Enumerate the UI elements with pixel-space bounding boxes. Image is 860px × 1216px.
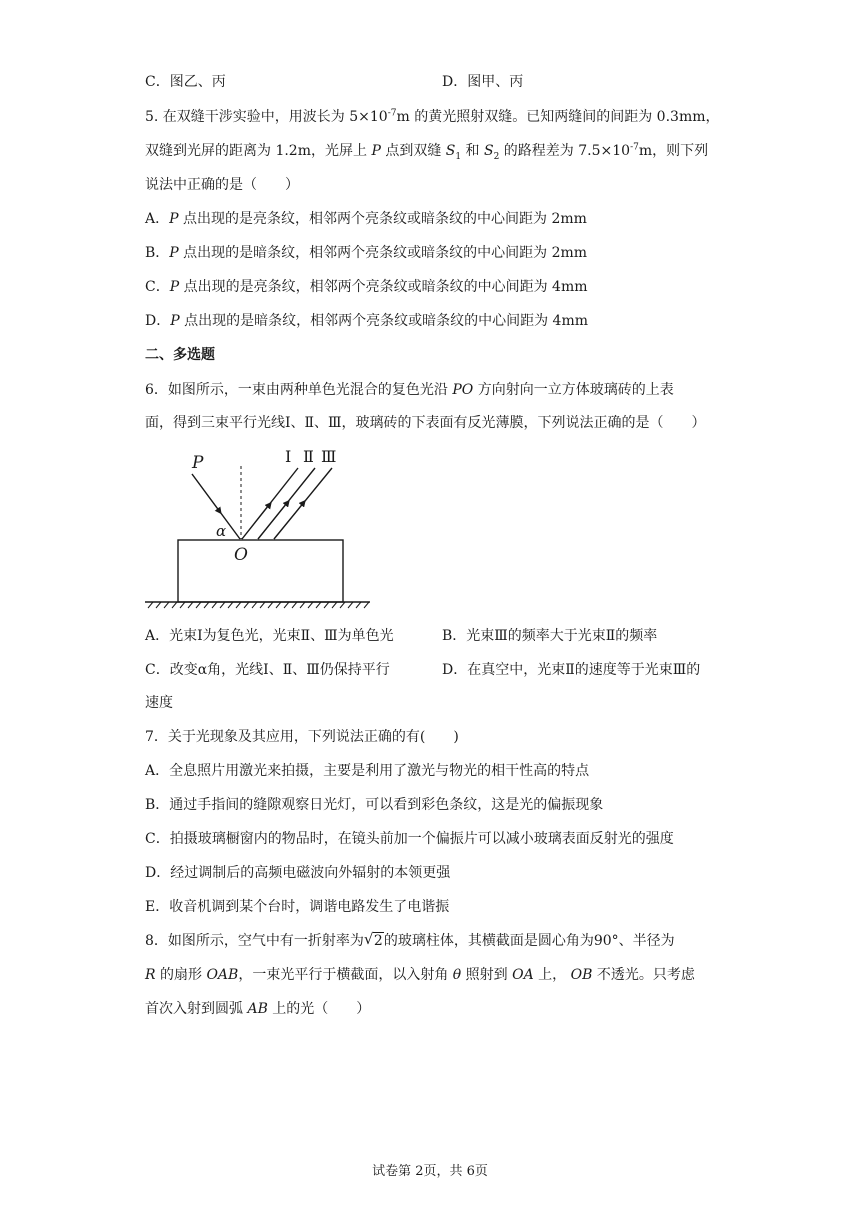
- sqrt-two: √ 2: [363, 930, 383, 949]
- q7-option-e: E．收音机调到某个台时，调谐电路发生了电谐振: [145, 899, 450, 915]
- q6-figure: [140, 444, 380, 614]
- q5-stem-line-1: 5. 在双缝干涉实验中，用波长为 $5\times 10^{-7}m$ 的黄光照射双缝。已知两缝间的间距为 0.3mm，: [145, 108, 720, 125]
- q6-stem-line-2: 面，得到三束平行光线Ⅰ、Ⅱ、Ⅲ，玻璃砖的下表面有反光薄膜，下列说法正确的是（ ）: [145, 415, 706, 431]
- label-p: P: [192, 453, 204, 473]
- label-ray-2: Ⅱ: [303, 447, 314, 466]
- q6-option-d: D．在真空中，光束Ⅱ的速度等于光束Ⅲ的: [442, 662, 701, 678]
- q8-stem-line-1: 8．如图所示，空气中有一折射率为 √ 2的玻璃柱体，其横截面是圆心角为90°、半径为: [145, 930, 675, 949]
- q4-option-d: D．图甲、丙: [442, 74, 524, 90]
- q8-stem-line-2: R 的扇形 OAB，一束光平行于横截面，以入射角 θ 照射到 OA 上， OB 不透光。只考虑: [145, 967, 695, 983]
- q6-option-a: A．光束Ⅰ为复色光，光束Ⅱ、Ⅲ为单色光: [145, 628, 394, 644]
- label-o: O: [234, 545, 248, 565]
- q7-option-c: C．拍摄玻璃橱窗内的物品时，在镜头前加一个偏振片可以减小玻璃表面反射光的强度: [145, 831, 674, 847]
- q4-option-c: C．图乙、丙: [145, 74, 226, 90]
- q6-stem-line-1: 6．如图所示，一束由两种单色光混合的复色光沿 PO 方向射向一立方体玻璃砖的上表: [145, 382, 674, 398]
- q5-option-c: C．P 点出现的是亮条纹，相邻两个亮条纹或暗条纹的中心间距为 4mm: [145, 279, 588, 295]
- q6-option-b: B．光束Ⅲ的频率大于光束Ⅱ的频率: [442, 628, 658, 644]
- q6-option-c: C．改变α角，光线Ⅰ、Ⅱ、Ⅲ仍保持平行: [145, 662, 390, 678]
- q5-option-d: D．P 点出现的是暗条纹，相邻两个亮条纹或暗条纹的中心间距为 4mm: [145, 313, 589, 329]
- page-footer: 试卷第 2页，共 6页: [372, 1164, 488, 1179]
- section-title: 二、多选题: [145, 347, 215, 363]
- q5-option-b: B．P 点出现的是暗条纹，相邻两个亮条纹或暗条纹的中心间距为 2mm: [145, 245, 588, 261]
- ground-surface: [145, 602, 370, 608]
- label-ray-3: Ⅲ: [321, 447, 337, 466]
- q7-stem: 7．关于光现象及其应用，下列说法正确的有( ): [145, 729, 459, 745]
- q8-stem-line-3: 首次入射到圆弧 AB 上的光（ ）: [145, 1001, 371, 1017]
- q7-option-d: D．经过调制后的高频电磁波向外辐射的本领更强: [145, 865, 451, 881]
- label-alpha: α: [216, 522, 227, 540]
- glass-block: [178, 540, 343, 602]
- q5-stem-line-3: 说法中正确的是（ ）: [145, 177, 299, 193]
- q5-stem-line-2: 双缝到光屏的距离为 1.2m，光屏上 P 点到双缝 $S_1$ 和 $S_2$ 的路程差为 $7.5\times 10^{-7}m$，则下列: [145, 142, 709, 162]
- label-ray-1: Ⅰ: [285, 447, 292, 466]
- q5-option-a: A．P 点出现的是亮条纹，相邻两个亮条纹或暗条纹的中心间距为 2mm: [145, 211, 587, 227]
- q7-option-a: A．全息照片用激光来拍摄，主要是利用了激光与物光的相干性高的特点: [145, 763, 590, 779]
- q7-option-b: B．通过手指间的缝隙观察日光灯，可以看到彩色条纹，这是光的偏振现象: [145, 797, 604, 813]
- q6-option-d-continued: 速度: [145, 695, 173, 711]
